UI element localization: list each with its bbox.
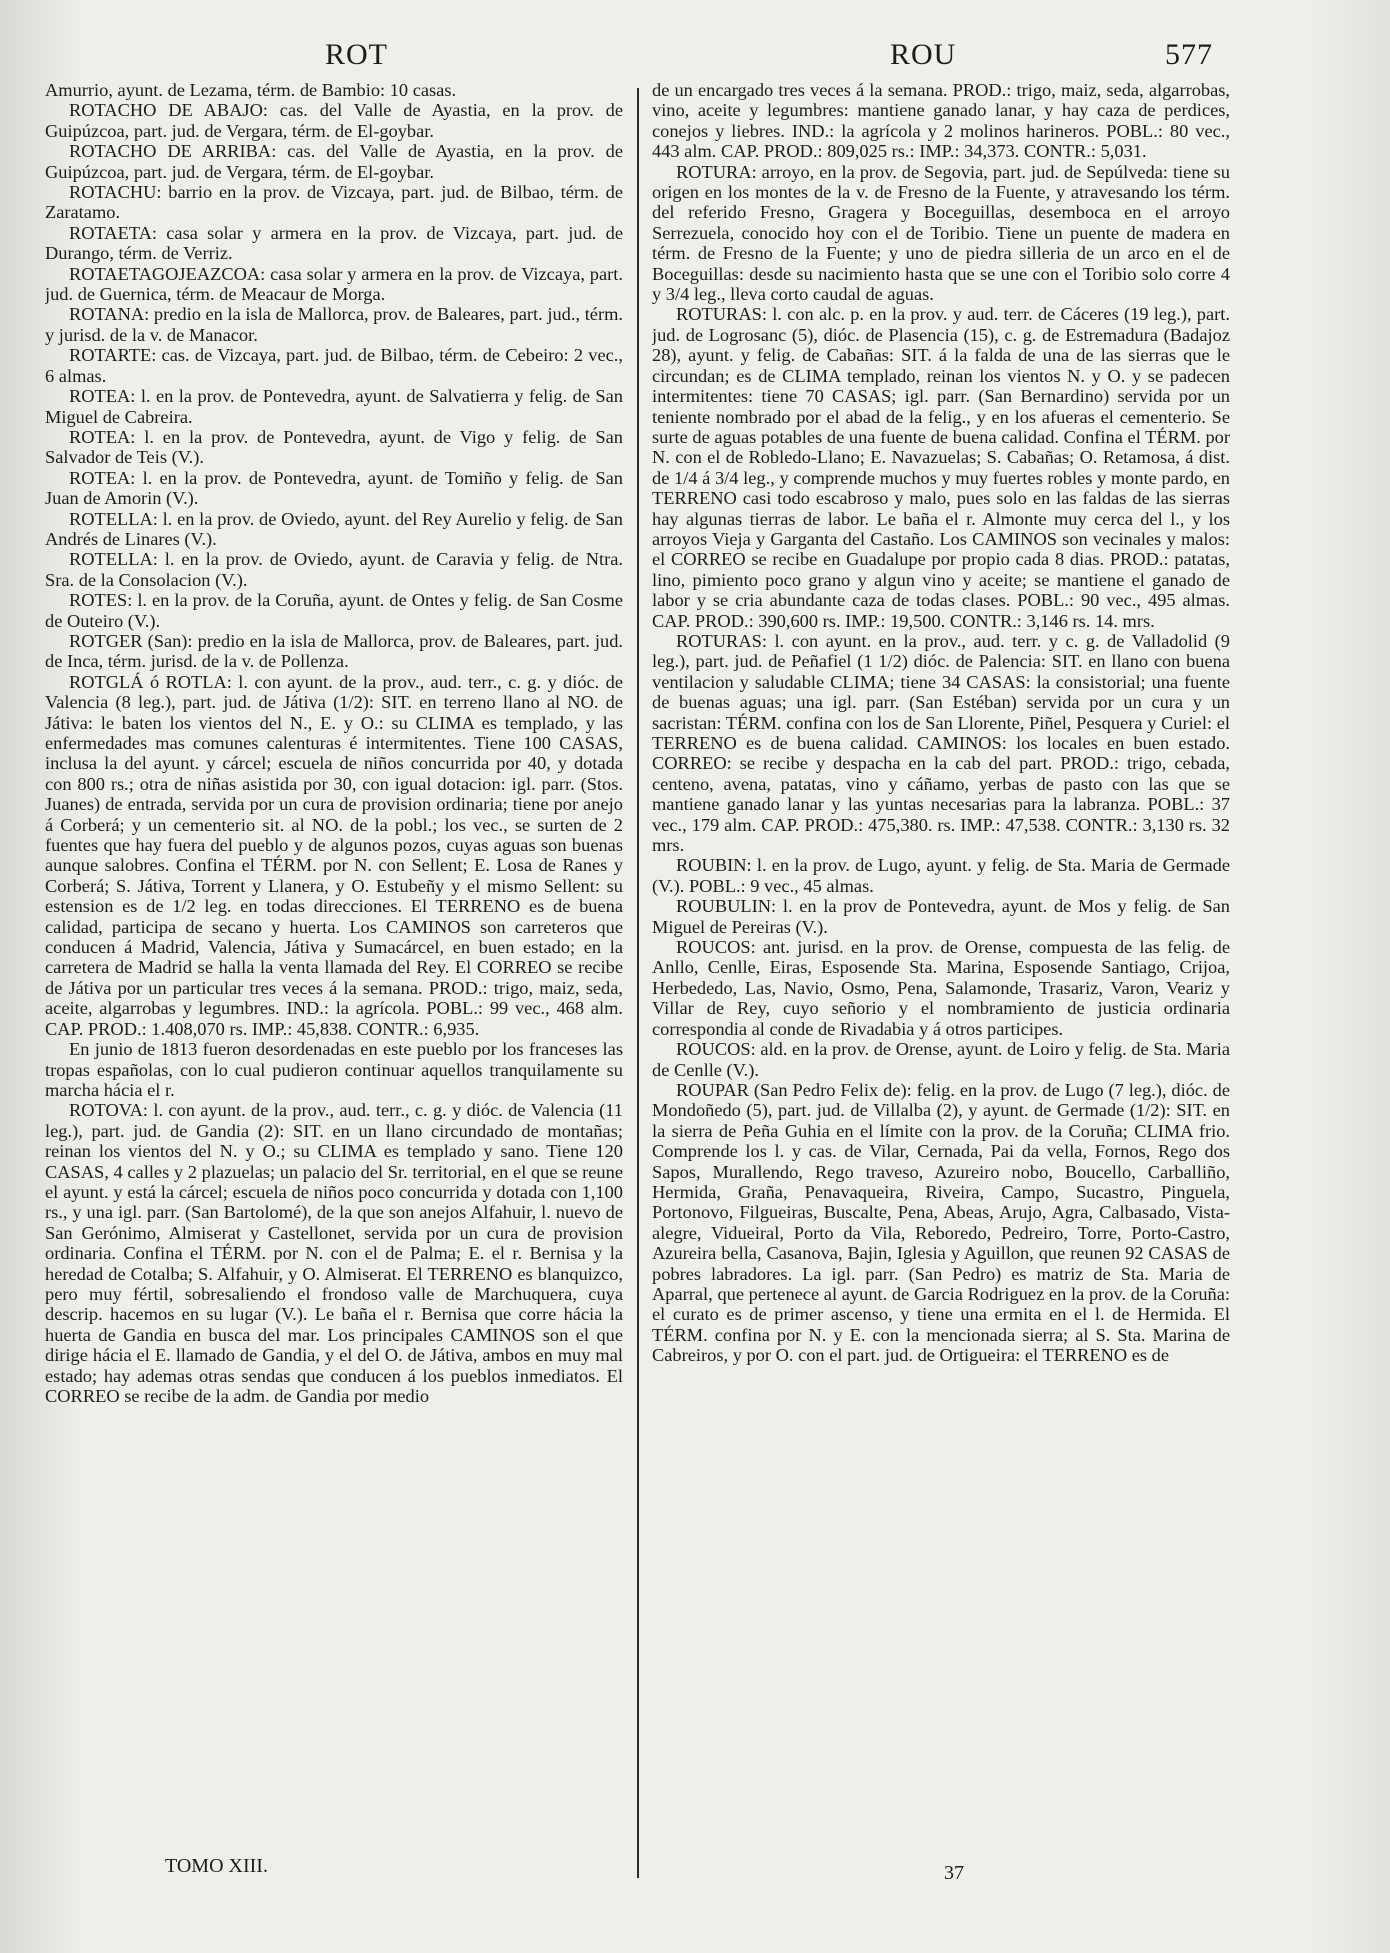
right-column — [652, 80, 1230, 1860]
page-number: 577 — [1165, 38, 1213, 71]
entry: ROTACHO DE ARRIBA: cas. del Valle de Ayastia, en la prov. de Guipúzcoa, part. jud. de Vergara, térm. de El-goybar. — [45, 141, 623, 182]
entry: ROTAETAGOJEAZCOA: casa solar y armera en la prov. de Vizcaya, part. jud. de Guernica, térm. de Meacaur de Morga. — [45, 263, 623, 305]
entry: ROTEA: l. en la prov. de Pontevedra, ayunt. de Salvatierra y felig. de San Miguel de Cabreira. — [45, 386, 623, 427]
entry: Amurrio, ayunt. de Lezama, térm. de Bambio: 10 casas. — [45, 80, 457, 100]
entry: ROUBULIN: l. en la prov de Pontevedra, ayunt. de Mos y felig. de San Miguel de Pereiras (V.). — [652, 896, 1230, 937]
footer-volume: TOMO XIII. — [165, 1855, 268, 1877]
left-column — [45, 80, 623, 1860]
entry: ROTANA: predio en la isla de Mallorca, prov. de Baleares, part. jud., térm. y jurisd. de la v. de Manacor. — [45, 304, 623, 345]
footer-signature: 37 — [944, 1862, 964, 1884]
entry: ROTEA: l. en la prov. de Pontevedra, ayunt. de Vigo y felig. de San Salvador de Teis (V.). — [45, 426, 623, 468]
entry: ROUCOS: ald. en la prov. de Orense, ayunt. de Loiro y felig. de Sta. Maria de Cenlle (V.). — [652, 1039, 1230, 1080]
entry: ROTELLA: l. en la prov. de Oviedo, ayunt. de Caravia y felig. de Ntra. Sra. de la Consolacion (V.). — [45, 549, 623, 590]
entry: ROTARTE: cas. de Vizcaya, part. jud. de Bilbao, térm. de Cebeiro: 2 vec., 6 almas. — [45, 345, 623, 386]
entry: ROTGER (San): predio en la isla de Mallorca, prov. de Baleares, part. jud. de Inca, térm. jurisd. de la v. de Pollenza. — [45, 630, 623, 672]
entry: ROUCOS: ant. jurisd. en la prov. de Orense, compuesta de las felig. de Anllo, Cenlle, Eiras, Esposende Sta. Marina, Esposende Santiago, Crijoa, Herbededo, Las, Navio, Osmo, Pena, Salamonde, Trasariz, Varon, Veariz y Villar de Rey, cuyo señorio y el nombramiento de justicia ordinaria correspondia al conde de Rivadabia y á otros participes. — [652, 937, 1230, 1039]
entry: ROTOVA: l. con ayunt. de la prov., aud. terr., c. g. y dióc. de Valencia (11 leg.), part. jud. de Gandia (2): SIT. en un llano circundado de montañas; reinan los vientos del N. y O.; su CLIMA es templado y sano. Tiene 120 CASAS, 4 calles y 2 plazuelas; un palacio del Sr. territorial, en el que se reune el ayunt. y está la cárcel; escuela de niños poco concurrida y dotada con 1,100 rs., y una igl. parr. (San Bartolomé), de la que son anejos Alfahuir, l. nuevo de San Gerónimo, Almiserat y Castellonet, servida por un cura de provision ordinaria. Confina el TÉRM. por N. con el de Palma; E. el r. Bernisa y la heredad de Cotalba; S. Alfahuir, y O. Almiserat. El TERRENO es blanquizco, pero muy fértil, sobresaliendo el frondoso valle de Marchuquera, cuya descrip. hacemos en su lugar (V.). Le baña el r. Bernisa que corre hácia la huerta de Gandia en busca del mar. Los principales CAMINOS son el que dirige hácia el E. llamado de Gandia, y el del O. de Játiva, ambos en muy mal estado; hay ademas otras sendas que conducen á los pueblos inmediatos. El CORREO se recibe de la adm. de Gandia por medio — [45, 1100, 623, 1406]
entry: ROTEA: l. en la prov. de Pontevedra, ayunt. de Tomiño y felig. de San Juan de Amorin (V.). — [45, 467, 623, 509]
header-left: ROT — [325, 38, 388, 71]
entry: ROTURA: arroyo, en la prov. de Segovia, part. jud. de Sepúlveda: tiene su origen en los montes de la v. de Fresno de la Fuente, y atravesando los térm. del referido Fresno, Gragera y Boceguillas, desemboca en el arroyo Serrezuela, conocido hoy con el de Toribio. Tiene un puente de madera en térm. de Fresno de la Fuente; y uno de piedra silleria de un arco en el de Boceguillas: desde su nacimiento hasta que se une con el Toribio solo corre 4 y 3/4 leg., lleva corto caudal de aguas. — [652, 161, 1230, 305]
entry: ROTES: l. en la prov. de la Coruña, ayunt. de Ontes y felig. de San Cosme de Outeiro (V.). — [45, 590, 623, 631]
entry: ROTACHU: barrio en la prov. de Vizcaya, part. jud. de Bilbao, térm. de Zaratamo. — [45, 182, 623, 223]
entry: de un encargado tres veces á la semana. PROD.: trigo, maiz, seda, algarrobas, vino, aceite y legumbres: mantiene ganado lanar, y hay caza de perdices, conejos y liebres. IND.: la agrícola y 2 molinos harineros. POBL.: 80 vec., 443 alm. CAP. PROD.: 809,025 rs.: IMP.: 34,373. CONTR.: 5,031. — [652, 80, 1230, 162]
entry: ROTELLA: l. en la prov. de Oviedo, ayunt. del Rey Aurelio y felig. de San Andrés de Linares (V.). — [45, 508, 623, 549]
header-middle: ROU — [890, 38, 957, 71]
entry: ROTACHO DE ABAJO: cas. del Valle de Ayastia, en la prov. de Guipúzcoa, part. jud. de Vergara, térm. de El-goybar. — [45, 100, 623, 141]
entry: ROUPAR (San Pedro Felix de): felig. en la prov. de Lugo (7 leg.), dióc. de Mondoñedo (5), part. jud. de Villalba (2), y ayunt. de Germade (1/2): SIT. en la sierra de Peña Guhia en el límite con la prov. de la Coruña; CLIMA frio. Comprende los l. y cas. de Vilar, Cernada, Pai da vella, Fornos, Rego dos Sapos, Murallendo, Rego traveso, Azureiro nobo, Boucello, Carballiño, Hermida, Graña, Penavaqueira, Riveira, Campo, Sucastro, Pinguela, Portonovo, Filgueiras, Buscalte, Pena, Abeas, Arujo, Agra, Calbasado, Vista-alegre, Vidueiral, Porto da Vila, Reboredo, Pedreiro, Torre, Porto-Castro, Azureira bella, Casanova, Bajin, Iglesia y Aguillon, que reunen 92 CASAS de pobres labradores. La igl. parr. (San Pedro) es matriz de Sta. Maria de Aparral, que pertenece al ayunt. de Garcia Rodriguez en la prov. de la Coruña: el curato es de primer ascenso, y tiene una ermita en el l. de Hermida. El TÉRM. confina por N. y E. con la mencionada sierra; al S. Sta. Marina de Cabreiros, y por O. con el part. jud. de Ortigueira: el TERRENO es de — [652, 1079, 1230, 1366]
entry: ROUBIN: l. en la prov. de Lugo, ayunt. y felig. de Sta. Maria de Germade (V.). POBL.: 9 vec., 45 almas. — [652, 855, 1230, 896]
column-divider — [637, 88, 639, 1878]
entry: ROTURAS: l. con alc. p. en la prov. y aud. terr. de Cáceres (19 leg.), part. jud. de Logrosanc (5), dióc. de Plasencia (15), c. g. de Estremadura (Badajoz 28), ayunt. y felig. de Cabañas: SIT. á la falda de una de las sierras que le circundan; es de CLIMA templado, reinan los vientos N. y O. y se padecen intermitentes: tiene 70 CASAS; igl. parr. (San Bernardino) servida por un teniente nombrado por el abad de la felig., y en los afueras el cementerio. Se surte de aguas potables de una fuente de buena calidad. Confina el TÉRM. por N. con el de Robledo-Llano; E. Navazuelas; S. Cabañas; O. Retamosa, á dist. de 1/4 á 3/4 leg., y comprende muchos y muy fuertes robles y monte pardo, en TERRENO casi todo escabroso y malo, pues solo en las faldas de las sierras hay algunas tierras de labor. Le baña el r. Almonte muy cerca del l., y los arroyos Vieja y Garganta del Castaño. Los CAMINOS son vecinales y malos: el CORREO se recibe en Guadalupe por propio cada 8 dias. PROD.: patatas, lino, pimiento poco grano y algun vino y aceite; se mantiene el ganado de labor y se cria abundante caza de todas clases. POBL.: 90 vec., 495 almas. CAP. PROD.: 390,600 rs. IMP.: 19,500. CONTR.: 3,146 rs. 14. mrs. — [652, 304, 1230, 631]
entry: ROTGLÁ ó ROTLA: l. con ayunt. de la prov., aud. terr., c. g. y dióc. de Valencia (8 leg.), part. jud. de Játiva (1/2): SIT. en terreno llano al NO. de Játiva: le baten los vientos del N., E. y O.: su CLIMA es templado, y las enfermedades mas comunes calenturas é intermitentes. Tiene 100 CASAS, inclusa la del ayunt. y cárcel; escuela de niños concurrida por 40, y dotada con 800 rs.; otra de niñas asistida por 30, con igual dotacion: igl. parr. (Stos. Juanes) de entrada, servida por un cura de provision ordinaria; tiene por anejo á Corberá; y un cementerio sit. al NO. de la pobl.; los vec., se surten de 2 fuentes que hay fuera del pueblo y de algunos pozos, cuyas aguas son buenas aunque salobres. Confina el TÉRM. por N. con Sellent; E. Losa de Ranes y Corberá; S. Játiva, Torrent y Llanera, y O. Estubeñy y el mismo Sellent: su estension es de 1/2 leg. en todas direcciones. El TERRENO es de buena calidad, participa de secano y huerta. Los CAMINOS son carreteros que conducen á Madrid, Valencia, Játiva y Sumacárcel, en buen estado; en la carretera de Madrid se halla la venta llamada del Rey. El CORREO se recibe de Játiva por un particular tres veces á la semana. PROD.: trigo, maiz, seda, aceite, algarrobas y legumbres. IND.: la agrícola. POBL.: 99 vec., 468 alm. CAP. PROD.: 1.408,070 rs. IMP.: 45,838. CONTR.: 6,935. — [45, 671, 623, 1039]
entry: En junio de 1813 fueron desordenadas en este pueblo por los franceses las tropas españolas, con lo cual pudieron continuar aquellos tranquilamente su marcha hácia el r. — [45, 1039, 623, 1100]
entry: ROTURAS: l. con ayunt. en la prov., aud. terr. y c. g. de Valladolid (9 leg.), part. jud. de Peñafiel (1 1/2) dióc. de Palencia: SIT. en llano con buena ventilacion y saludable CLIMA; tiene 34 CASAS: la consistorial; una fuente de buenas aguas; una igl. parr. (San Estéban) servida por un cura y un sacristan: TÉRM. confina con los de San Llorente, Piñel, Pesquera y Curiel: el TERRENO es de buena calidad. CAMINOS: los locales en buen estado. CORREO: se recibe y despacha en la cab del part. PROD.: trigo, cebada, centeno, avena, patatas, vino y cáñamo, yerbas de pasto con las que se mantiene ganado lanar y las yuntas necesarias para la labranza. POBL.: 37 vec., 179 alm. CAP. PROD.: 475,380. rs. IMP.: 47,538. CONTR.: 3,130 rs. 32 mrs. — [652, 630, 1230, 856]
entry: ROTAETA: casa solar y armera en la prov. de Vizcaya, part. jud. de Durango, térm. de Verriz. — [45, 222, 623, 264]
